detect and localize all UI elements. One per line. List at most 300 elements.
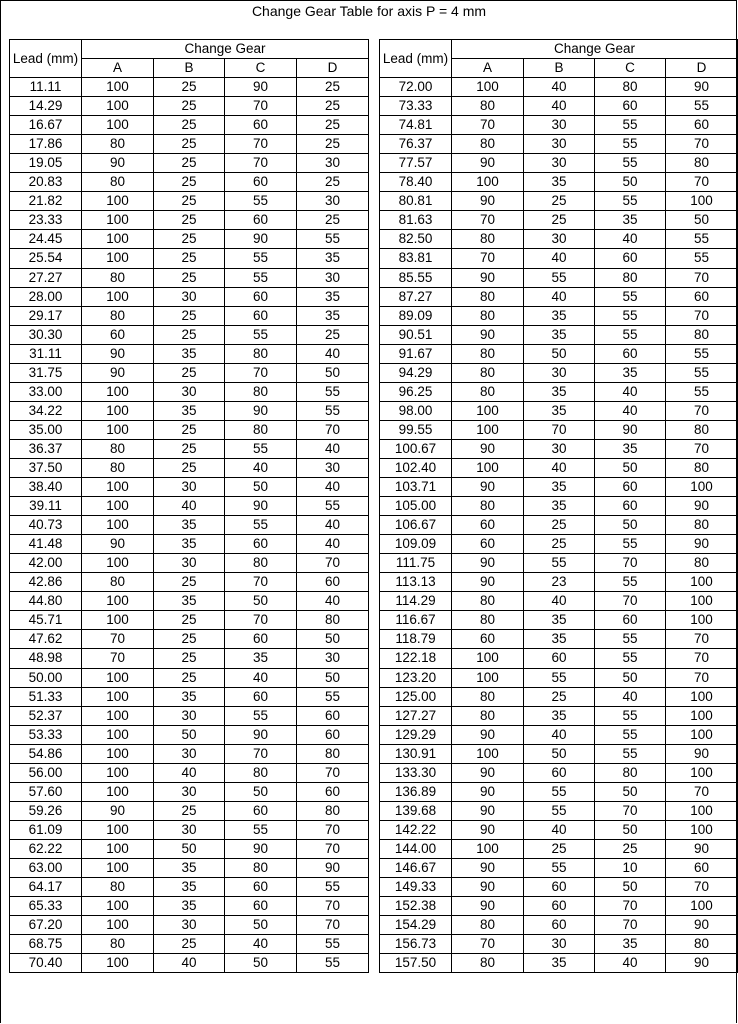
lead-cell: 41.48 [10, 535, 82, 554]
gear-a-cell: 90 [452, 897, 524, 916]
lead-cell: 116.67 [380, 611, 452, 630]
gear-c-cell: 80 [595, 78, 666, 97]
gear-d-cell: 25 [297, 116, 369, 135]
gear-b-cell: 55 [524, 668, 595, 687]
gear-b-cell: 25 [524, 535, 595, 554]
gear-a-cell: 80 [82, 573, 154, 592]
gear-b-cell: 30 [524, 935, 595, 954]
gear-c-cell: 70 [595, 801, 666, 820]
lead-cell: 23.33 [10, 211, 82, 230]
gear-table-right [379, 39, 738, 973]
table-row [380, 458, 738, 477]
gear-a-cell: 100 [82, 782, 154, 801]
lead-cell: 96.25 [380, 382, 452, 401]
table-row [10, 249, 369, 268]
gear-c-cell: 70 [225, 611, 297, 630]
lead-cell: 31.11 [10, 344, 82, 363]
gear-d-cell: 70 [666, 649, 738, 668]
gear-b-cell: 40 [524, 78, 595, 97]
gear-a-cell: 80 [82, 458, 154, 477]
gear-d-cell: 50 [297, 668, 369, 687]
gear-d-cell: 60 [297, 782, 369, 801]
gear-d-cell: 30 [297, 192, 369, 211]
gear-c-cell: 55 [595, 325, 666, 344]
gear-a-cell: 70 [82, 649, 154, 668]
col-header-b: B [524, 59, 595, 78]
table-row [380, 649, 738, 668]
gear-a-cell: 60 [452, 630, 524, 649]
gear-d-cell: 25 [297, 325, 369, 344]
gear-b-cell: 25 [154, 97, 225, 116]
gear-d-cell: 55 [666, 249, 738, 268]
gear-b-cell: 50 [154, 839, 225, 858]
gear-d-cell: 40 [297, 592, 369, 611]
gear-c-cell: 55 [225, 268, 297, 287]
lead-cell: 40.73 [10, 516, 82, 535]
lead-cell: 64.17 [10, 878, 82, 897]
table-row [380, 230, 738, 249]
table-row [10, 954, 369, 973]
gear-d-cell: 100 [666, 763, 738, 782]
gear-b-cell: 30 [154, 382, 225, 401]
gear-table-left [9, 39, 369, 973]
table-row [10, 325, 369, 344]
lead-cell: 68.75 [10, 935, 82, 954]
gear-b-cell: 50 [524, 344, 595, 363]
gear-a-cell: 90 [82, 363, 154, 382]
gear-b-cell: 40 [524, 592, 595, 611]
gear-c-cell: 50 [225, 954, 297, 973]
table-row [10, 782, 369, 801]
gear-d-cell: 25 [297, 135, 369, 154]
gear-d-cell: 100 [666, 820, 738, 839]
gear-c-cell: 40 [225, 668, 297, 687]
gear-a-cell: 90 [452, 478, 524, 497]
table-row [10, 78, 369, 97]
gear-d-cell: 70 [297, 554, 369, 573]
gear-d-cell: 100 [666, 687, 738, 706]
gear-d-cell: 70 [297, 420, 369, 439]
gear-a-cell: 100 [82, 78, 154, 97]
table-row [380, 401, 738, 420]
gear-d-cell: 100 [666, 897, 738, 916]
lead-cell: 30.30 [10, 325, 82, 344]
table-row [10, 439, 369, 458]
gear-c-cell: 55 [595, 535, 666, 554]
gear-a-cell: 80 [452, 611, 524, 630]
gear-b-cell: 35 [524, 401, 595, 420]
gear-a-cell: 90 [452, 192, 524, 211]
table-row [10, 192, 369, 211]
table-row [10, 554, 369, 573]
gear-a-cell: 70 [452, 211, 524, 230]
col-header-d: D [297, 59, 369, 78]
gear-b-cell: 25 [154, 439, 225, 458]
table-row [380, 858, 738, 877]
gear-d-cell: 90 [666, 78, 738, 97]
gear-a-cell: 90 [82, 535, 154, 554]
gear-c-cell: 55 [595, 725, 666, 744]
gear-d-cell: 60 [666, 858, 738, 877]
table-row [10, 363, 369, 382]
table-row [10, 230, 369, 249]
lead-cell: 42.00 [10, 554, 82, 573]
gear-c-cell: 70 [595, 916, 666, 935]
gear-a-cell: 80 [82, 173, 154, 192]
lead-cell: 139.68 [380, 801, 452, 820]
gear-c-cell: 80 [225, 420, 297, 439]
page-title: Change Gear Table for axis P = 4 mm [251, 3, 487, 19]
gear-a-cell: 60 [82, 325, 154, 344]
gear-d-cell: 55 [297, 687, 369, 706]
lead-cell: 109.09 [380, 535, 452, 554]
gear-b-cell: 30 [154, 820, 225, 839]
gear-b-cell: 25 [524, 192, 595, 211]
change-gear-header: Change Gear [82, 40, 369, 59]
gear-b-cell: 25 [154, 801, 225, 820]
gear-a-cell: 90 [452, 763, 524, 782]
gear-a-cell: 100 [82, 592, 154, 611]
gear-d-cell: 80 [666, 420, 738, 439]
table-row [380, 192, 738, 211]
table-row [10, 478, 369, 497]
gear-a-cell: 90 [452, 782, 524, 801]
gear-b-cell: 40 [524, 97, 595, 116]
gear-b-cell: 60 [524, 878, 595, 897]
lead-cell: 123.20 [380, 668, 452, 687]
gear-c-cell: 35 [225, 649, 297, 668]
gear-b-cell: 30 [154, 706, 225, 725]
gear-b-cell: 50 [154, 725, 225, 744]
gear-b-cell: 30 [524, 363, 595, 382]
gear-c-cell: 55 [595, 135, 666, 154]
gear-d-cell: 55 [666, 97, 738, 116]
table-row [380, 173, 738, 192]
table-row [10, 97, 369, 116]
gear-d-cell: 25 [297, 173, 369, 192]
lead-cell: 77.57 [380, 154, 452, 173]
gear-c-cell: 70 [225, 744, 297, 763]
gear-a-cell: 100 [82, 916, 154, 935]
table-row [10, 535, 369, 554]
table-row [10, 687, 369, 706]
gear-d-cell: 80 [666, 458, 738, 477]
gear-b-cell: 40 [524, 725, 595, 744]
gear-b-cell: 30 [154, 287, 225, 306]
gear-b-cell: 40 [154, 763, 225, 782]
gear-d-cell: 100 [666, 478, 738, 497]
gear-b-cell: 25 [154, 230, 225, 249]
lead-cell: 105.00 [380, 497, 452, 516]
lead-cell: 129.29 [380, 725, 452, 744]
gear-b-cell: 25 [154, 668, 225, 687]
table-row [380, 592, 738, 611]
gear-a-cell: 80 [82, 439, 154, 458]
gear-c-cell: 55 [595, 649, 666, 668]
gear-a-cell: 60 [452, 535, 524, 554]
gear-c-cell: 40 [595, 382, 666, 401]
gear-c-cell: 60 [595, 497, 666, 516]
gear-c-cell: 40 [595, 954, 666, 973]
lead-cell: 28.00 [10, 287, 82, 306]
lead-cell: 61.09 [10, 820, 82, 839]
table-row [10, 420, 369, 439]
table-row [10, 878, 369, 897]
gear-d-cell: 40 [297, 344, 369, 363]
gear-d-cell: 70 [297, 897, 369, 916]
gear-a-cell: 90 [452, 439, 524, 458]
col-header-c: C [595, 59, 666, 78]
gear-c-cell: 90 [225, 725, 297, 744]
gear-d-cell: 40 [297, 516, 369, 535]
gear-a-cell: 100 [82, 516, 154, 535]
gear-b-cell: 35 [524, 611, 595, 630]
gear-c-cell: 55 [595, 116, 666, 135]
gear-d-cell: 55 [297, 497, 369, 516]
gear-a-cell: 70 [452, 935, 524, 954]
lead-cell: 154.29 [380, 916, 452, 935]
gear-d-cell: 50 [666, 211, 738, 230]
gear-b-cell: 60 [524, 897, 595, 916]
lead-cell: 83.81 [380, 249, 452, 268]
gear-b-cell: 35 [154, 592, 225, 611]
gear-c-cell: 55 [595, 287, 666, 306]
gear-d-cell: 100 [666, 725, 738, 744]
table-row [380, 78, 738, 97]
lead-cell: 37.50 [10, 458, 82, 477]
table-row [380, 211, 738, 230]
table-row [380, 344, 738, 363]
table-row [380, 135, 738, 154]
gear-d-cell: 40 [297, 535, 369, 554]
lead-cell: 85.55 [380, 268, 452, 287]
gear-c-cell: 60 [225, 687, 297, 706]
gear-d-cell: 55 [666, 382, 738, 401]
gear-c-cell: 50 [595, 878, 666, 897]
gear-b-cell: 30 [154, 554, 225, 573]
lead-cell: 16.67 [10, 116, 82, 135]
gear-c-cell: 60 [225, 306, 297, 325]
gear-a-cell: 100 [82, 687, 154, 706]
lead-cell: 24.45 [10, 230, 82, 249]
gear-d-cell: 100 [666, 192, 738, 211]
gear-a-cell: 90 [452, 573, 524, 592]
gear-a-cell: 100 [82, 287, 154, 306]
gear-d-cell: 55 [297, 878, 369, 897]
table-row [10, 763, 369, 782]
gear-d-cell: 80 [666, 554, 738, 573]
gear-c-cell: 80 [225, 382, 297, 401]
gear-b-cell: 25 [154, 611, 225, 630]
gear-d-cell: 40 [297, 439, 369, 458]
gear-a-cell: 100 [82, 249, 154, 268]
lead-cell: 47.62 [10, 630, 82, 649]
gear-b-cell: 60 [524, 916, 595, 935]
lead-cell: 21.82 [10, 192, 82, 211]
gear-d-cell: 80 [666, 325, 738, 344]
gear-c-cell: 70 [225, 573, 297, 592]
gear-c-cell: 50 [595, 668, 666, 687]
gear-a-cell: 100 [82, 230, 154, 249]
gear-a-cell: 90 [452, 820, 524, 839]
gear-c-cell: 80 [225, 858, 297, 877]
gear-a-cell: 80 [452, 497, 524, 516]
gear-d-cell: 90 [297, 858, 369, 877]
gear-b-cell: 30 [154, 782, 225, 801]
gear-b-cell: 55 [524, 858, 595, 877]
gear-c-cell: 60 [225, 878, 297, 897]
lead-cell: 38.40 [10, 478, 82, 497]
table-row [10, 706, 369, 725]
table-row [10, 116, 369, 135]
gear-a-cell: 100 [82, 763, 154, 782]
gear-c-cell: 60 [595, 249, 666, 268]
gear-d-cell: 70 [666, 173, 738, 192]
gear-a-cell: 90 [452, 878, 524, 897]
gear-d-cell: 80 [666, 154, 738, 173]
gear-c-cell: 50 [595, 782, 666, 801]
table-row [10, 801, 369, 820]
gear-d-cell: 30 [297, 268, 369, 287]
gear-c-cell: 70 [225, 363, 297, 382]
gear-a-cell: 100 [82, 116, 154, 135]
gear-c-cell: 90 [225, 230, 297, 249]
table-row [380, 497, 738, 516]
gear-c-cell: 25 [595, 839, 666, 858]
lead-cell: 76.37 [380, 135, 452, 154]
gear-c-cell: 60 [225, 287, 297, 306]
gear-c-cell: 55 [225, 820, 297, 839]
gear-b-cell: 35 [524, 306, 595, 325]
gear-c-cell: 40 [595, 401, 666, 420]
gear-c-cell: 60 [225, 211, 297, 230]
gear-a-cell: 70 [452, 116, 524, 135]
lead-cell: 39.11 [10, 497, 82, 516]
lead-cell: 44.80 [10, 592, 82, 611]
gear-d-cell: 100 [666, 706, 738, 725]
gear-d-cell: 40 [297, 478, 369, 497]
gear-a-cell: 100 [452, 744, 524, 763]
gear-d-cell: 55 [297, 401, 369, 420]
gear-a-cell: 80 [452, 306, 524, 325]
table-row [10, 344, 369, 363]
table-row [10, 287, 369, 306]
col-header-a: A [452, 59, 524, 78]
table-row [380, 897, 738, 916]
gear-a-cell: 100 [452, 420, 524, 439]
gear-c-cell: 50 [595, 458, 666, 477]
gear-b-cell: 55 [524, 782, 595, 801]
gear-c-cell: 55 [225, 249, 297, 268]
table-row [10, 611, 369, 630]
gear-a-cell: 90 [82, 801, 154, 820]
gear-a-cell: 100 [82, 401, 154, 420]
gear-c-cell: 55 [225, 516, 297, 535]
lead-cell: 27.27 [10, 268, 82, 287]
gear-c-cell: 80 [225, 763, 297, 782]
table-row [380, 630, 738, 649]
lead-cell: 127.27 [380, 706, 452, 725]
gear-b-cell: 25 [154, 573, 225, 592]
gear-b-cell: 25 [154, 268, 225, 287]
lead-cell: 14.29 [10, 97, 82, 116]
lead-cell: 122.18 [380, 649, 452, 668]
gear-d-cell: 70 [666, 668, 738, 687]
gear-d-cell: 25 [297, 78, 369, 97]
lead-cell: 74.81 [380, 116, 452, 135]
lead-cell: 45.71 [10, 611, 82, 630]
gear-a-cell: 80 [452, 592, 524, 611]
gear-b-cell: 25 [524, 211, 595, 230]
gear-c-cell: 55 [225, 439, 297, 458]
gear-b-cell: 70 [524, 420, 595, 439]
gear-d-cell: 70 [666, 630, 738, 649]
gear-b-cell: 35 [154, 687, 225, 706]
gear-a-cell: 100 [82, 611, 154, 630]
gear-a-cell: 100 [82, 725, 154, 744]
table-row [380, 839, 738, 858]
gear-d-cell: 100 [666, 573, 738, 592]
table-row [380, 820, 738, 839]
gear-a-cell: 80 [452, 954, 524, 973]
gear-b-cell: 40 [524, 287, 595, 306]
lead-cell: 62.22 [10, 839, 82, 858]
gear-d-cell: 90 [666, 954, 738, 973]
gear-d-cell: 70 [297, 820, 369, 839]
gear-c-cell: 90 [225, 497, 297, 516]
lead-cell: 57.60 [10, 782, 82, 801]
gear-table-left-body [10, 78, 369, 973]
gear-b-cell: 25 [154, 935, 225, 954]
gear-b-cell: 25 [154, 211, 225, 230]
gear-c-cell: 90 [225, 839, 297, 858]
gear-c-cell: 40 [225, 935, 297, 954]
gear-a-cell: 100 [452, 78, 524, 97]
gear-d-cell: 25 [297, 97, 369, 116]
gear-b-cell: 40 [524, 249, 595, 268]
gear-a-cell: 90 [82, 344, 154, 363]
lead-cell: 113.13 [380, 573, 452, 592]
gear-a-cell: 100 [82, 554, 154, 573]
gear-c-cell: 35 [595, 363, 666, 382]
gear-d-cell: 70 [666, 401, 738, 420]
table-row [380, 439, 738, 458]
lead-cell: 29.17 [10, 306, 82, 325]
table-row [380, 116, 738, 135]
lead-cell: 33.00 [10, 382, 82, 401]
gear-a-cell: 80 [82, 306, 154, 325]
lead-cell: 53.33 [10, 725, 82, 744]
lead-cell: 98.00 [380, 401, 452, 420]
gear-c-cell: 90 [595, 420, 666, 439]
lead-cell: 149.33 [380, 878, 452, 897]
gear-b-cell: 35 [524, 630, 595, 649]
gear-d-cell: 80 [666, 516, 738, 535]
table-row [10, 744, 369, 763]
gear-c-cell: 60 [225, 630, 297, 649]
gear-b-cell: 25 [524, 687, 595, 706]
table-row [10, 268, 369, 287]
gear-b-cell: 30 [524, 154, 595, 173]
gear-d-cell: 70 [297, 763, 369, 782]
lead-cell: 89.09 [380, 306, 452, 325]
table-row [380, 325, 738, 344]
lead-cell: 114.29 [380, 592, 452, 611]
gear-b-cell: 40 [524, 458, 595, 477]
gear-c-cell: 55 [595, 744, 666, 763]
gear-a-cell: 100 [82, 858, 154, 877]
lead-cell: 111.75 [380, 554, 452, 573]
